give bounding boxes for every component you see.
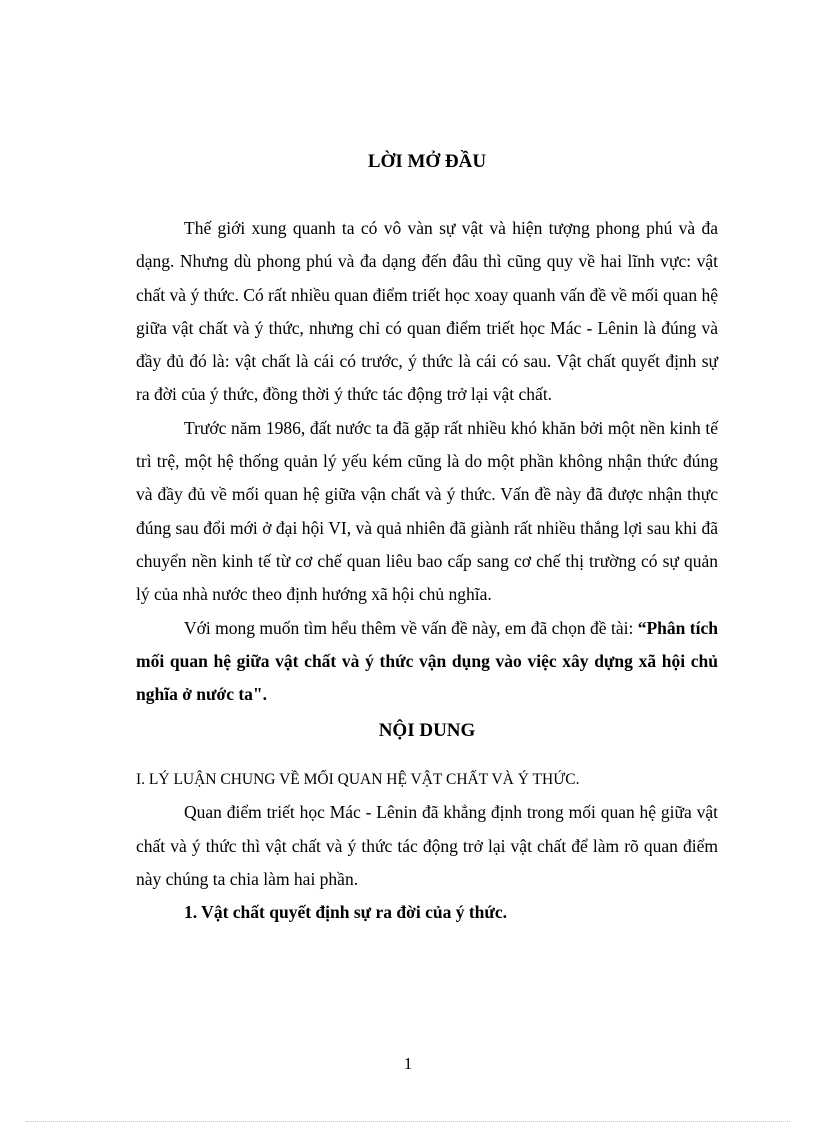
topic-title: “Phân tích mối quan hệ giữa vật chất và ý thức vận dụng vào việc xây dựng xã hội chủ nghĩa ở nước ta". bbox=[136, 617, 718, 705]
page-bottom-divider bbox=[26, 1121, 790, 1122]
intro-paragraph-2: Trước năm 1986, đất nước ta đã gặp rất nhiều khó khăn bởi một nền kinh tế trì trệ, một hệ thống quản lý yếu kém cũng là do một phần không nhận thức đúng và đầy đủ về mối quan hệ giữa vận chất và ý thức. Vấn đề này đã được nhận thực đúng sau đổi mới ở đại hội VI, và quả nhiên đã giành rất nhiều thắng lợi sau khi đã chuyển nền kinh tế từ cơ chế quan liêu bao cấp sang cơ chế thị trường có sự quản lý của nhà nước theo định hướng xã hội chủ nghĩa. bbox=[136, 417, 718, 605]
section-1-heading: I. LÝ LUẬN CHUNG VỀ MỐI QUAN HỆ VẬT CHẤT VÀ Ý THỨC. bbox=[136, 771, 580, 789]
subsection-1-heading: 1. Vật chất quyết định sự ra đời của ý thức. bbox=[184, 902, 508, 923]
topic-paragraph bbox=[136, 612, 718, 712]
intro-paragraph-1: Thế giới xung quanh ta có vô vàn sự vật và hiện tượng phong phú và đa dạng. Nhưng dù phong phú và đa dạng đến đâu thì cũng quy về hai lĩnh vực: vật chất và ý thức. Có rất nhiều quan điểm triết học xoay quanh vấn đề về mối quan hệ giữa vật chất và ý thức, nhưng chỉ có quan điểm triết học Mác - Lênin là đúng và đầy đủ đó là: vật chất là cái có trước, ý thức là cái có sau. Vật chất quyết định sự ra đời của ý thức, đồng thời ý thức tác động trở lại vật chất. bbox=[136, 218, 718, 405]
page-content bbox=[136, 148, 718, 930]
content-heading: NỘI DUNG bbox=[378, 720, 476, 742]
page-title: LỜI MỞ ĐẦU bbox=[367, 151, 487, 172]
topic-lead: Với mong muốn tìm hểu thêm về vấn đề này, em đã chọn đề tài: bbox=[184, 617, 638, 638]
section-1-paragraph: Quan điểm triết học Mác - Lênin đã khẳng định trong mối quan hệ giữa vật chất và ý thức thì vật chất và ý thức tác động trở lại vật chất để làm rõ quan điểm này chúng ta chia làm hai phần. bbox=[136, 802, 718, 890]
page-number: 1 bbox=[403, 1054, 413, 1073]
